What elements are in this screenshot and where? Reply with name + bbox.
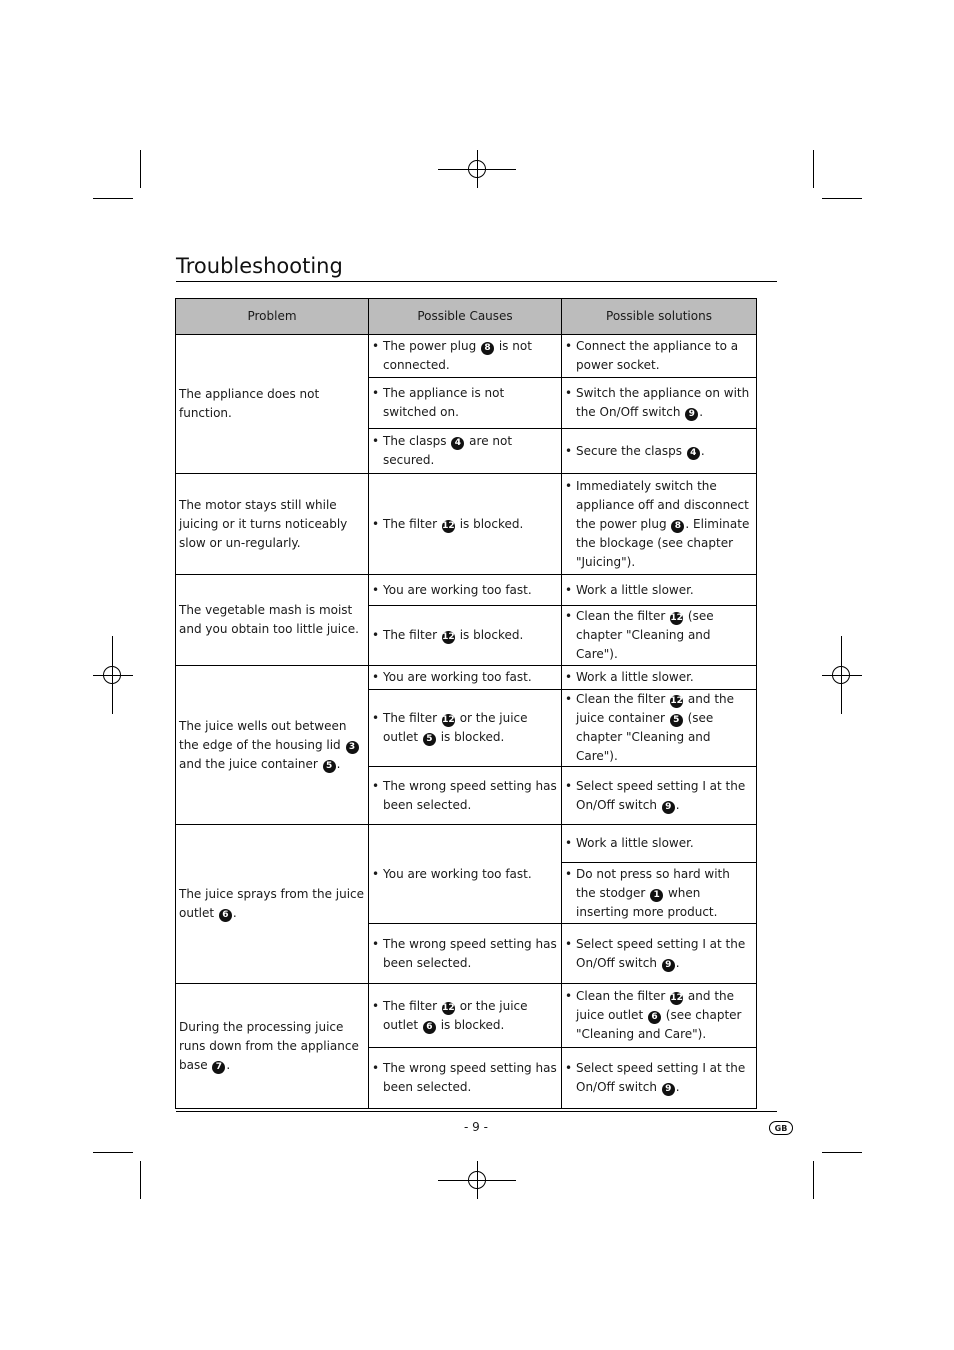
number-badge: 8 [481, 342, 494, 355]
table-row [176, 575, 757, 606]
number-badge: 5 [670, 714, 683, 727]
number-badge: 12 [442, 632, 455, 642]
footer-rule [176, 1111, 777, 1112]
registration-circle [103, 666, 121, 684]
cause-cell: • The power plug 8 is not connected. [369, 335, 562, 378]
number-badge: 12 [670, 613, 683, 623]
number-badge: 9 [662, 959, 675, 972]
number-badge: 6 [648, 1011, 661, 1024]
problem-cell: The appliance does not function. [176, 335, 369, 474]
cause-cell: • The filter 12 is blocked. [369, 606, 562, 666]
number-badge: 5 [323, 760, 336, 773]
number-badge: 1 [650, 889, 663, 902]
crop-mark [93, 198, 133, 199]
solution-cell: • Work a little slower. [562, 825, 757, 863]
number-badge: 9 [662, 1083, 675, 1096]
troubleshooting-table [175, 298, 757, 1109]
cause-cell: • The filter 12 is blocked. [369, 474, 562, 575]
number-badge: 5 [423, 733, 436, 746]
registration-circle [468, 160, 486, 178]
number-badge: 4 [451, 437, 464, 450]
language-badge: GB [769, 1121, 793, 1135]
solution-cell: • Select speed setting I at the On/Off switch 9 . [562, 767, 757, 825]
table-row [176, 666, 757, 690]
table-header-row [176, 299, 757, 335]
cause-cell: • The wrong speed setting has been selected. [369, 1048, 562, 1109]
cause-cell: • You are working too fast. [369, 825, 562, 924]
number-badge: 9 [685, 408, 698, 421]
crop-mark [140, 1161, 141, 1199]
crop-mark [813, 150, 814, 188]
cause-cell: • The clasps 4 are not secured. [369, 429, 562, 474]
number-badge: 4 [687, 447, 700, 460]
solution-cell: • Work a little slower. [562, 575, 757, 606]
solution-cell: • Work a little slower. [562, 666, 757, 690]
solution-cell: • Clean the filter 12 (see chapter "Cleaning and Care"). [562, 606, 757, 666]
problem-cell: The juice wells out between the edge of the housing lid 3 and the juice container 5 . [176, 666, 369, 825]
solution-cell: • Clean the filter 12 and the juice outlet 6 (see chapter "Cleaning and Care"). [562, 984, 757, 1048]
number-badge: 12 [442, 520, 455, 531]
solution-cell: • Do not press so hard with the stodger 1 when inserting more product. [562, 863, 757, 924]
number-badge: 7 [212, 1061, 225, 1074]
cause-cell: • The filter 12 or the juice outlet 5 is blocked. [369, 690, 562, 767]
crop-mark [822, 1152, 862, 1153]
number-badge: 8 [671, 520, 684, 533]
title-rule [176, 281, 777, 282]
table-row [176, 474, 757, 575]
header-causes: Possible Causes [369, 299, 562, 335]
registration-circle [468, 1171, 486, 1189]
header-problem: Problem [176, 299, 369, 335]
cause-cell: • The appliance is not switched on. [369, 378, 562, 429]
number-badge: 9 [662, 801, 675, 814]
cause-cell: • The wrong speed setting has been selected. [369, 767, 562, 825]
number-badge: 12 [670, 993, 683, 1003]
page-number: - 9 - [464, 1120, 488, 1134]
number-badge: 12 [442, 1002, 455, 1013]
solution-cell: • Select speed setting I at the On/Off switch 9 . [562, 924, 757, 984]
page-title: Troubleshooting [176, 254, 343, 278]
number-badge: 12 [442, 715, 455, 725]
solution-cell: • Select speed setting I at the On/Off switch 9 . [562, 1048, 757, 1109]
header-solutions: Possible solutions [562, 299, 757, 335]
cause-cell: • You are working too fast. [369, 666, 562, 690]
problem-cell: During the processing juice runs down from the appliance base 7 . [176, 984, 369, 1109]
problem-cell: The vegetable mash is moist and you obtain too little juice. [176, 575, 369, 666]
solution-cell: • Secure the clasps 4 . [562, 429, 757, 474]
table-row [176, 335, 757, 378]
crop-mark [93, 1152, 133, 1153]
cause-cell: • The wrong speed setting has been selected. [369, 924, 562, 984]
crop-mark [813, 1161, 814, 1199]
solution-cell: • Immediately switch the appliance off and disconnect the power plug 8 . Eliminate the blockage (see chapter "Juicing"). [562, 474, 757, 575]
solution-cell: • Switch the appliance on with the On/Off switch 9 . [562, 378, 757, 429]
number-badge: 6 [219, 909, 232, 922]
table-row [176, 984, 757, 1048]
problem-cell: The juice sprays from the juice outlet 6 . [176, 825, 369, 984]
solution-cell: • Clean the filter 12 and the juice container 5 (see chapter "Cleaning and Care"). [562, 690, 757, 767]
number-badge: 12 [670, 696, 683, 706]
table-row [176, 825, 757, 863]
cause-cell: • The filter 12 or the juice outlet 6 is blocked. [369, 984, 562, 1048]
solution-cell: • Connect the appliance to a power socket. [562, 335, 757, 378]
number-badge: 6 [423, 1021, 436, 1034]
problem-cell: The motor stays still while juicing or it turns noticeably slow or un-regularly. [176, 474, 369, 575]
crop-mark [822, 198, 862, 199]
cause-cell: • You are working too fast. [369, 575, 562, 606]
registration-circle [832, 666, 850, 684]
number-badge: 3 [346, 741, 359, 754]
crop-mark [140, 150, 141, 188]
